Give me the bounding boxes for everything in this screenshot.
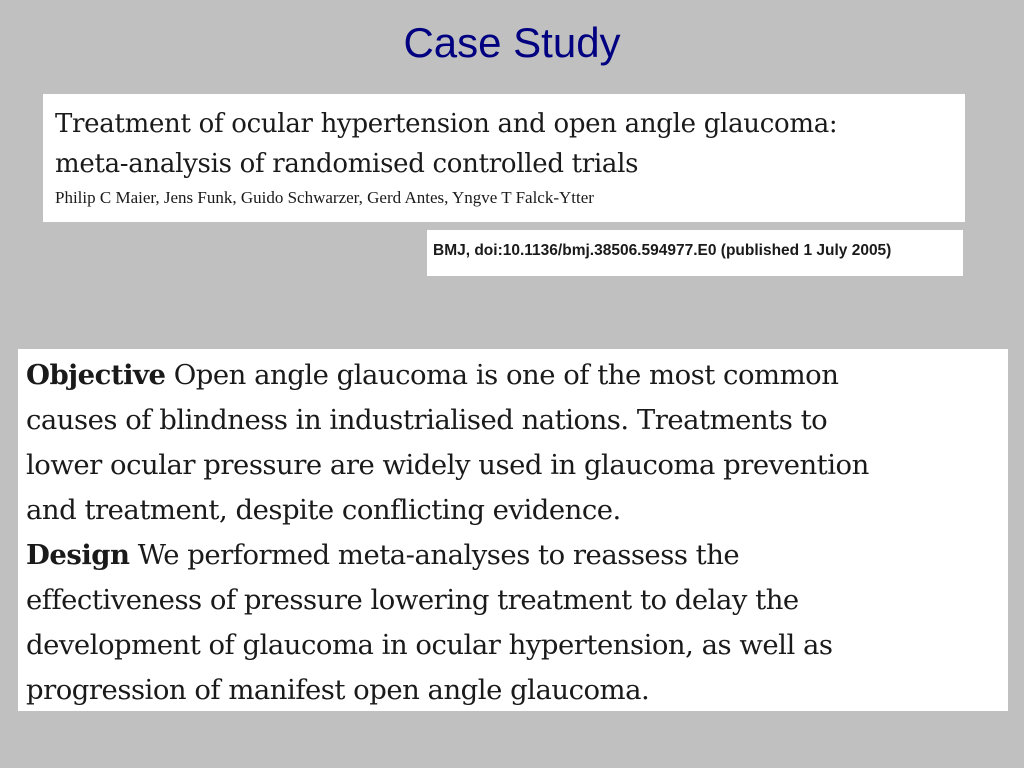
slide-title: Case Study <box>403 19 621 66</box>
abstract-excerpt <box>18 349 1008 711</box>
paper-title-line-2: meta-analysis of randomised controlled trials <box>55 149 639 179</box>
objective-line-2: causes of blindness in industrialised nations. Treatments to <box>26 404 828 436</box>
design-heading: Design <box>26 539 130 571</box>
objective-line-4: and treatment, despite conflicting evidence. <box>26 494 621 526</box>
design-line-1 <box>26 533 1000 578</box>
paper-title-line-1: Treatment of ocular hypertension and open angle glaucoma: <box>55 109 838 139</box>
paper-authors: Philip C Maier, Jens Funk, Guido Schwarzer, Gerd Antes, Yngve T Falck-Ytter <box>55 188 594 207</box>
objective-paragraph <box>26 353 1000 533</box>
citation-box <box>427 230 963 276</box>
objective-line-1 <box>26 353 1000 398</box>
citation-text: BMJ, doi:10.1136/bmj.38506.594977.E0 (published 1 July 2005) <box>433 242 892 259</box>
paper-header-image <box>43 94 965 222</box>
design-line-2: effectiveness of pressure lowering treatment to delay the <box>26 584 799 616</box>
design-line-3: development of glaucoma in ocular hypertension, as well as <box>26 629 833 661</box>
design-line-4: progression of manifest open angle glaucoma. <box>26 674 650 706</box>
design-line-1-text: We performed meta-analyses to reassess the <box>129 539 740 571</box>
objective-line-3: lower ocular pressure are widely used in glaucoma prevention <box>26 449 869 481</box>
objective-heading: Objective <box>26 359 166 391</box>
design-paragraph <box>26 533 1000 713</box>
objective-line-1-text: Open angle glaucoma is one of the most common <box>165 359 839 391</box>
